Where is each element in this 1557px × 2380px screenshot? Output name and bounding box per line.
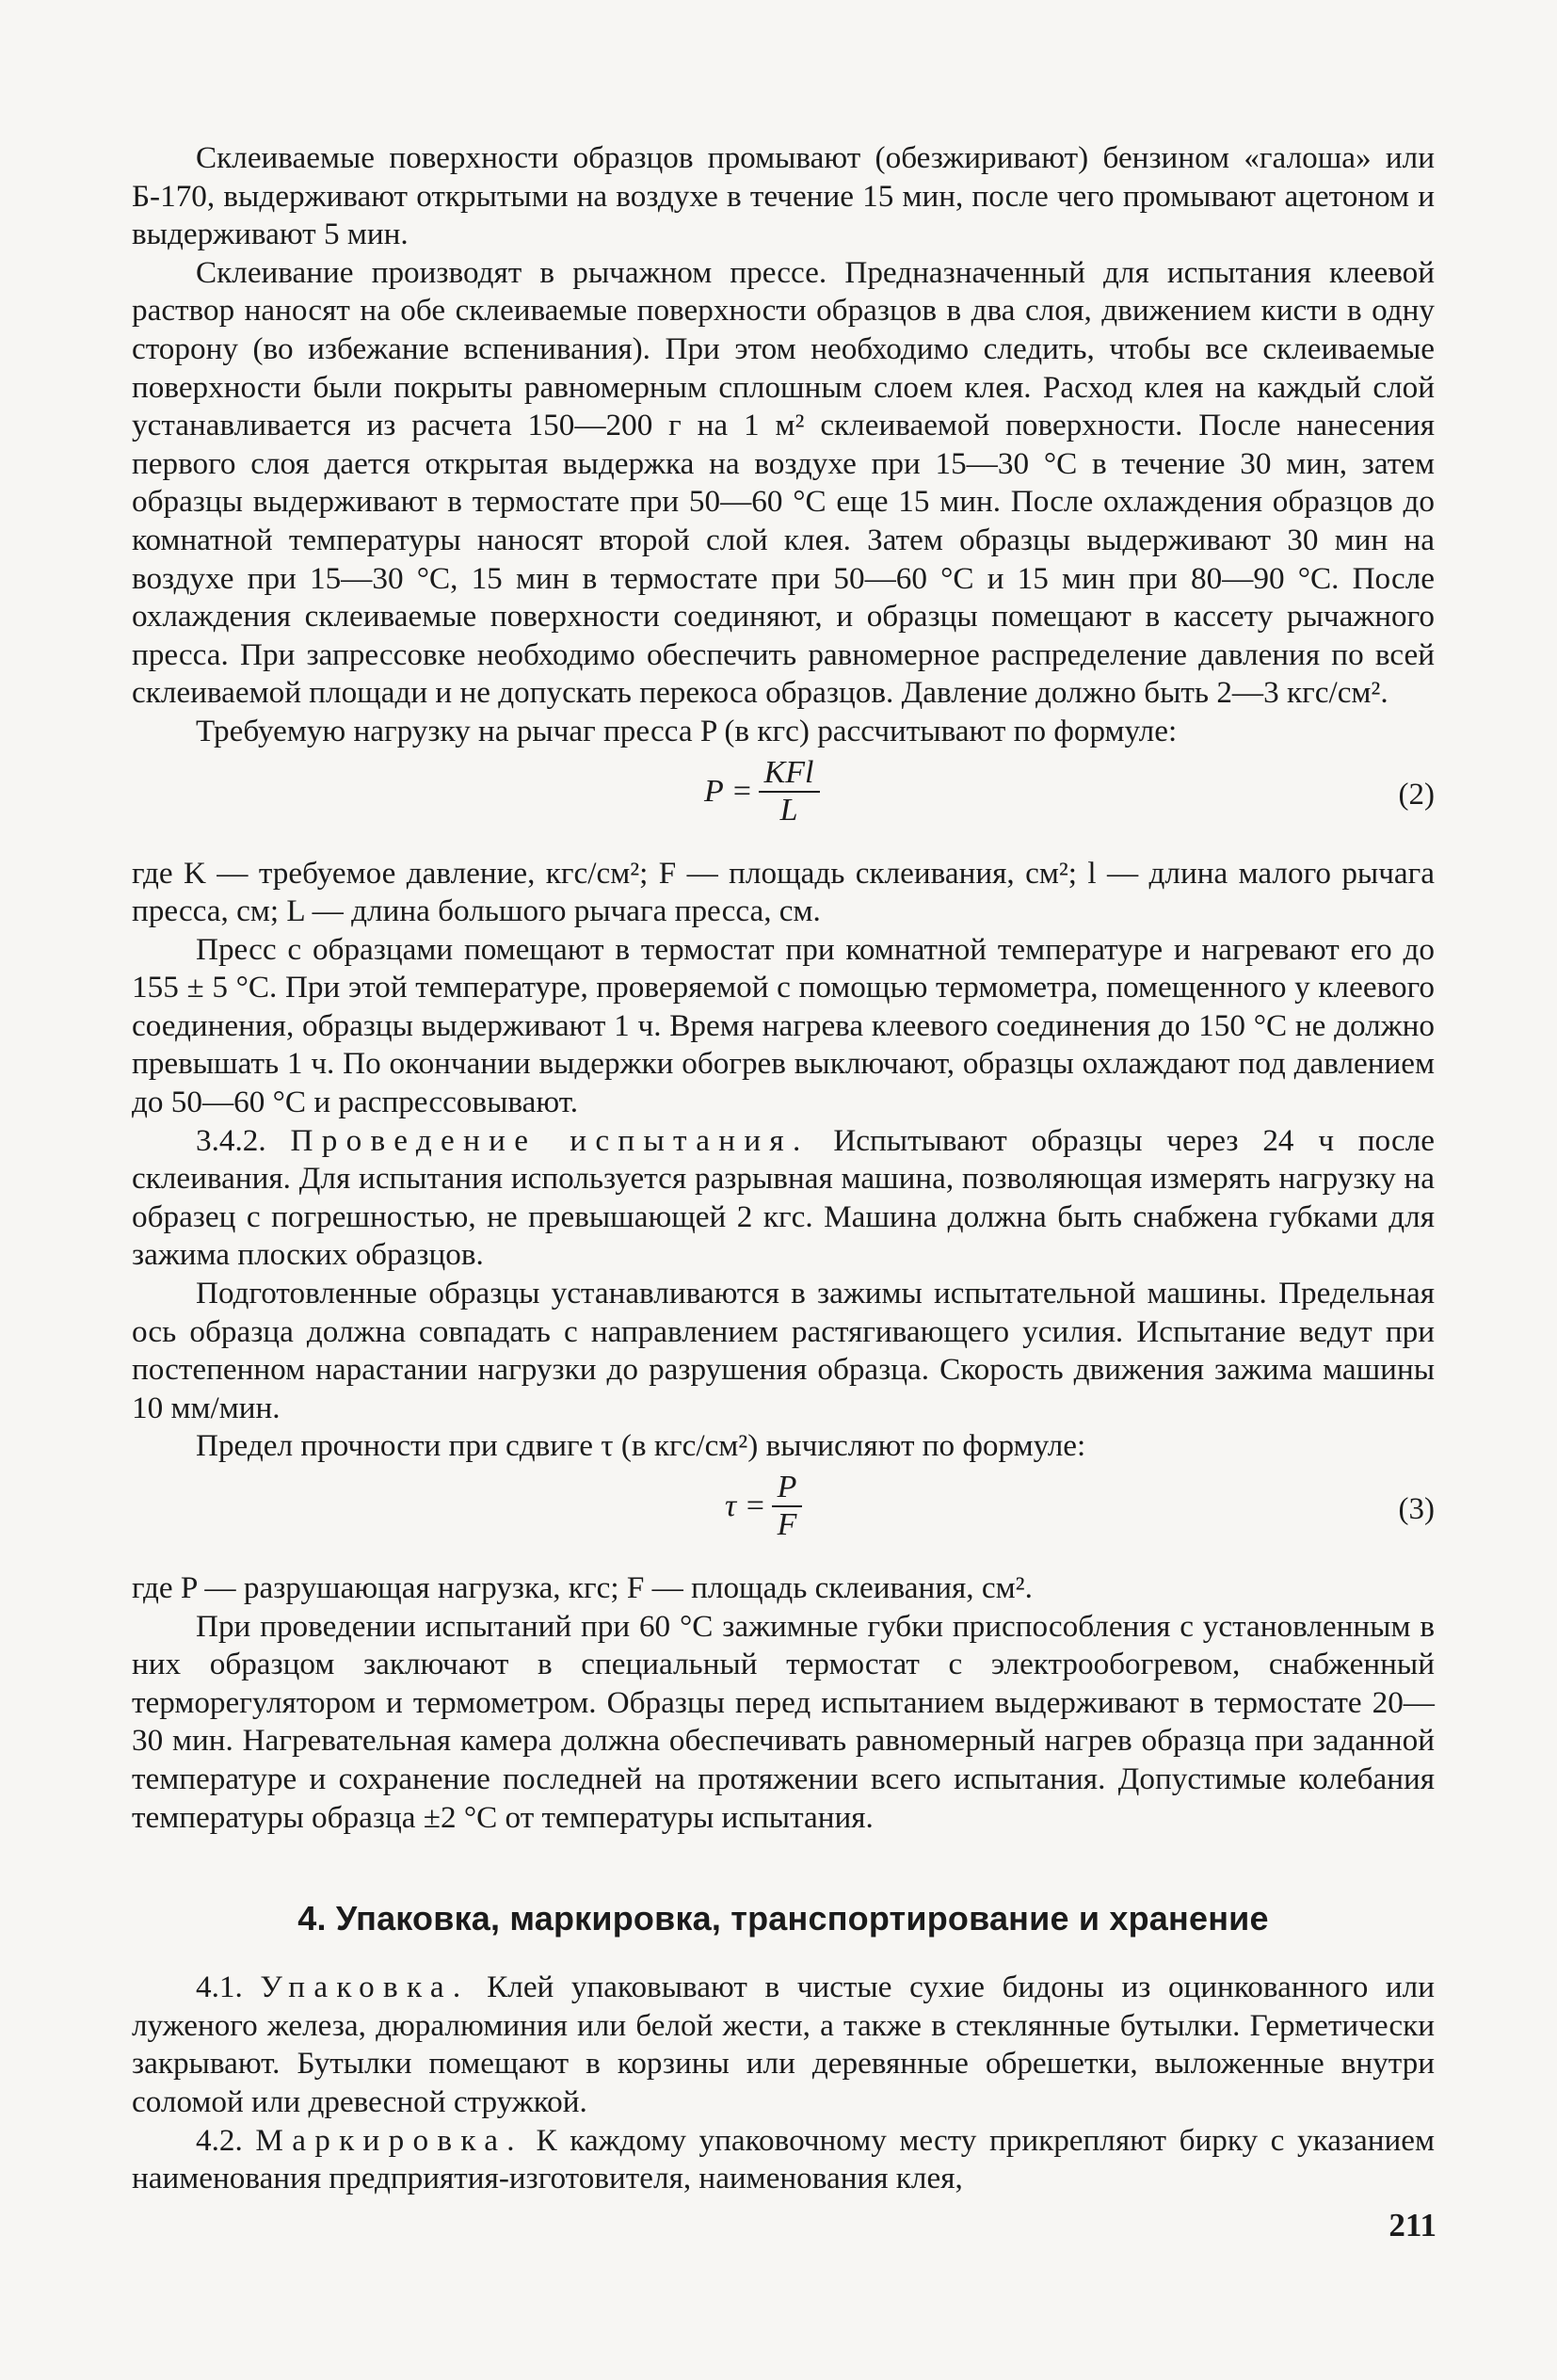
section-4-1-number: 4.1. (196, 1970, 243, 2005)
paragraph-load-formula-intro: Требуемую нагрузку на рычаг пресса P (в кгс) рассчитывают по формуле: (196, 713, 1178, 748)
formula-3-label: (3) (1398, 1492, 1435, 1526)
section-3-4-2-number: 3.4.2. (196, 1122, 266, 1158)
formula-3 (132, 1466, 1435, 1569)
paragraph-sample-mounting: Подготовленные образцы устанавливаются в зажимы испытательной машины. Предельная ось образца должна совпадать с направлением растягивающего усилия. Испытание ведут при постепенном нарастании нагрузки до разрушения образца. Скорость движения зажима машины 10 мм/мин. (132, 1276, 1435, 1425)
section-4-2-number: 4.2. (196, 2122, 243, 2158)
formula-2 (132, 751, 1435, 855)
formula-2-label: (2) (1398, 777, 1435, 812)
paragraph-gluing-procedure: Склеивание производят в рычажном прессе. Предназначенный для испытания клеевой раствор наносят на обе склеиваемые поверхности образцов в два слоя, движением кисти в одну сторону (во избежание вспенивания). При этом необходимо следить, чтобы все склеиваемые поверхности были покрыты равномерным сплошным слоем клея. Расход клея на каждый слой устанавливается из расчета 150—200 г на 1 м² склеиваемой поверхности. После нанесения первого слоя дается открытая выдержка на воздухе при 15—30 °С в течение 30 мин, затем образцы выдерживают в термостате при 50—60 °С еще 15 мин. После охлаждения образцов до комнатной температуры наносят второй слой клея. Затем образцы выдерживают 30 мин на воздухе при 15—30 °С, 15 мин в термостате при 50—60 °С и 15 мин при 80—90 °С. После охлаждения склеиваемые поверхности соединяют, и образцы помещают в кассету рычажного пресса. При запрессовке необходимо обеспечить равномерное распределение давления по всей склеиваемой площади и не допускать перекоса образцов. Давление должно быть 2—3 кгс/см². (132, 254, 1435, 711)
paragraph-shear-formula-intro: Предел прочности при сдвиге τ (в кгс/см²) вычисляют по формуле: (196, 1428, 1086, 1464)
paragraph-press-heating: Пресс с образцами помещают в термостат при комнатной температуре и нагревают его до 155 ± 5 °С. При этой температуре, проверяемой с помощью термометра, помещенного у клеевого соединения, образцы выдерживают 1 ч. Время нагрева клеевого соединения до 150 °С не должно превышать 1 ч. По окончании выдержки обогрев выключают, образцы охлаждают под давлением до 50—60 °С и распрессовывают. (132, 931, 1435, 1120)
section-3-4-2-text: Испытывают образцы через 24 ч после склеивания. Для испытания используется разрывная машина, позволяющая измерять нагрузку на образец с погрешностью, не превышающей 2 кгс. Машина должна быть снабжена губками для зажима плоских образцов. (132, 1122, 1435, 1273)
section-3-4-2-title: Проведение испытания. (290, 1122, 810, 1158)
paragraph-60c-testing: При проведении испытаний при 60 °С зажимные губки приспособления с установленным в них образцом заключают в специальный термостат с электрообогревом, снабженный терморегулятором и термометром. Образцы перед испытанием выдерживают в термостате 20—30 мин. Нагревательная камера должна обеспечивать равномерный нагрев образца при заданной температуре и сохранение последней на протяжении всего испытания. Допустимые колебания температуры образца ±2 °С от температуры испытания. (132, 1608, 1435, 1835)
section-3-4-2 (132, 1122, 1435, 1275)
paragraph-degreasing: Склеиваемые поверхности образцов промывают (обезжиривают) бензином «галоша» или Б-170, выдерживают открытыми на воздухе в течение 15 мин, после чего промывают ацетоном и выдерживают 5 мин. (132, 140, 1435, 252)
page-number: 211 (1388, 2207, 1437, 2243)
formula-2-numerator: KFl (759, 755, 820, 793)
paragraph-formula-3-legend: где P — разрушающая нагрузка, кгс; F — площадь склеивания, см². (132, 1570, 1033, 1605)
section-4-1 (132, 1969, 1435, 2121)
formula-2-lhs: P = (704, 773, 753, 809)
section-4-2-title: Маркировка. (255, 2122, 523, 2158)
section-4-heading: 4. Упаковка, маркировка, транспортирование и хранение (297, 1899, 1269, 1938)
section-4-1-text: Клей упаковывают в чистые сухие бидоны из оцинкованного или луженого железа, дюралюминия или белой жести, а также в стеклянные бутылки. Герметически закрывают. Бутылки помещают в корзины или деревянные обрешетки, выложенные внутри соломой или древесной стружкой. (132, 1970, 1436, 2119)
section-4-1-title: Упаковка. (260, 1970, 470, 2005)
formula-3-denominator: F (777, 1507, 797, 1542)
page-body (132, 139, 1435, 2198)
formula-3-lhs: τ = (725, 1488, 766, 1523)
section-4-2 (132, 2122, 1435, 2198)
formula-2-denominator: L (779, 792, 798, 828)
formula-3-numerator: P (772, 1470, 803, 1507)
paragraph-formula-2-legend: где K — требуемое давление, кгс/см²; F — площадь склеивания, см²; l — длина малого рычага пресса, см; L — длина большого рычага пресса, см. (132, 855, 1435, 929)
section-4-2-text: К каждому упаковочному месту прикрепляют бирку с указанием наименования предприятия-изготовителя, наименования клея, (132, 2122, 1436, 2196)
